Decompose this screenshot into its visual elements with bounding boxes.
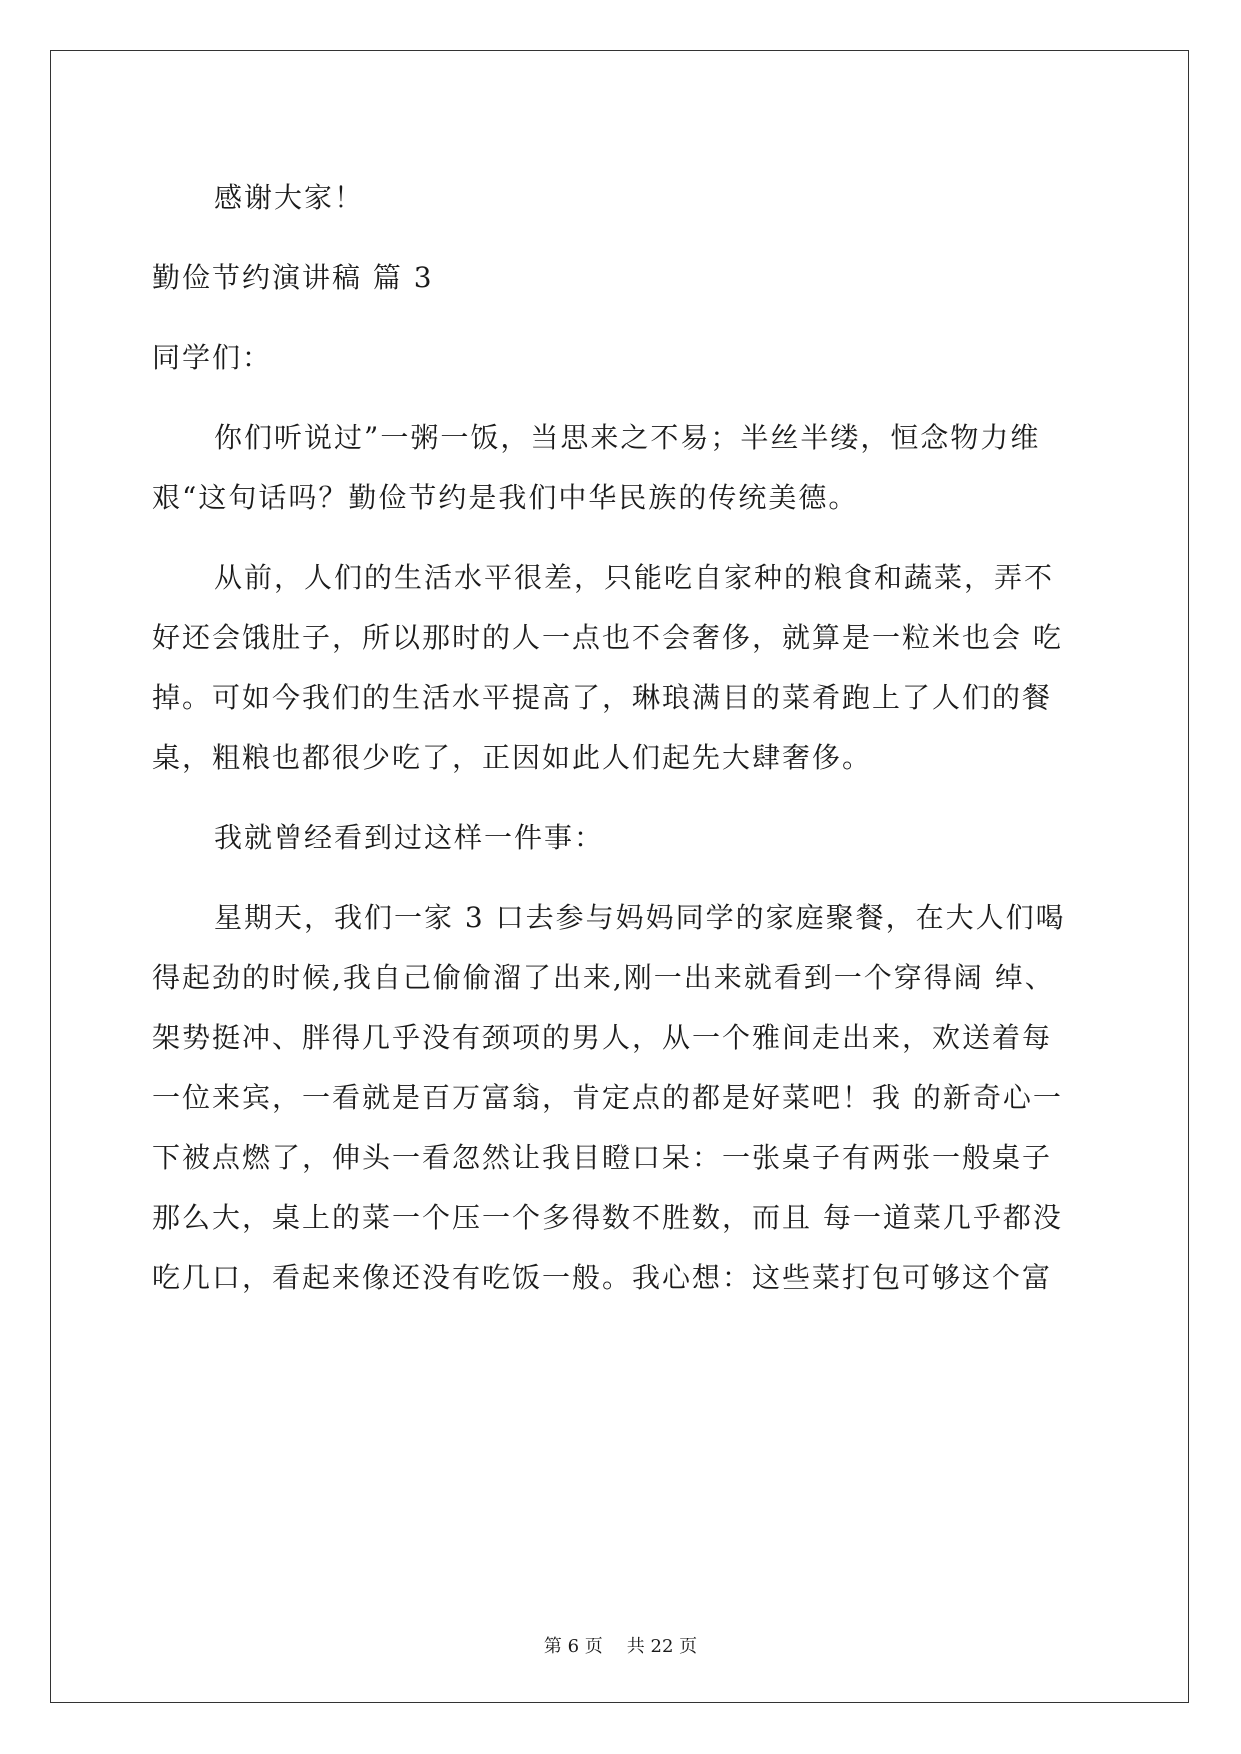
paragraph-line: 好还会饿肚子，所以那时的人一点也不会奢侈，就算是一粒米也会 吃	[152, 621, 1063, 654]
paragraph-line: 掉。可如今我们的生活水平提高了，琳琅满目的菜肴跑上了人们的餐	[152, 681, 1053, 714]
paragraph-line: 那么大，桌上的菜一个压一个多得数不胜数，而且 每一道菜几乎都没	[152, 1201, 1063, 1234]
paragraph-line: 艰“这句话吗？勤俭节约是我们中华民族的传统美德。	[152, 481, 859, 514]
page-number: 第 6 页	[543, 1636, 603, 1657]
paragraph-line: 下被点燃了，伸头一看忽然让我目瞪口呆：一张桌子有两张一般桌子	[152, 1141, 1053, 1174]
salutation: 同学们：	[152, 341, 273, 374]
paragraph-line: 架势挺冲、胖得几乎没有颈项的男人，从一个雅间走出来，欢送着每	[152, 1021, 1053, 1054]
paragraph-line: 星期天，我们一家 3 口去参与妈妈同学的家庭聚餐，在大人们喝	[214, 901, 1066, 934]
paragraph-line: 得起劲的时候,我自己偷偷溜了出来,刚一出来就看到一个穿得阔 绰、	[152, 961, 1055, 994]
document-body	[152, 168, 1092, 1308]
paragraph-line: 从前，人们的生活水平很差，只能吃自家种的粮食和蔬菜，弄不	[214, 561, 1055, 594]
page-total: 共 22 页	[626, 1636, 698, 1657]
paragraph-line: 桌，粗粮也都很少吃了，正因如此人们起先大肆奢侈。	[152, 741, 873, 774]
paragraph-line: 我就曾经看到过这样一件事：	[214, 821, 605, 854]
page-footer	[0, 1632, 1241, 1658]
paragraph-line: 吃几口，看起来像还没有吃饭一般。我心想：这些菜打包可够这个富	[152, 1261, 1053, 1294]
paragraph-line: 一位来宾，一看就是百万富翁，肯定点的都是好菜吧！我 的新奇心一	[152, 1081, 1063, 1114]
section-heading: 勤俭节约演讲稿 篇 3	[152, 261, 434, 294]
paragraph-line: 你们听说过”一粥一饭，当思来之不易；半丝半缕，恒念物力维	[214, 421, 1041, 454]
text-line-closing: 感谢大家！	[214, 181, 365, 214]
